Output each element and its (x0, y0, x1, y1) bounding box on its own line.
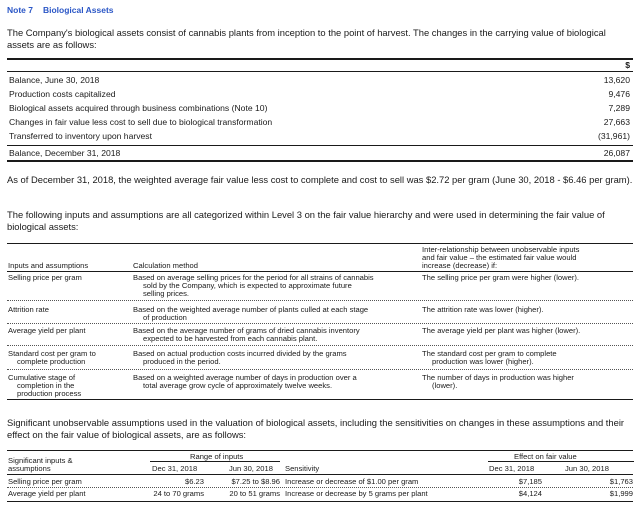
input-name: Average yield per plant (8, 326, 86, 335)
row-value: (31,961) (597, 131, 630, 141)
row-value: 27,663 (603, 117, 630, 127)
input-name: Cumulative stage of (8, 373, 76, 382)
row-label: Production costs capitalized (9, 89, 116, 99)
row-label: Transferred to inventory upon harvest (9, 131, 152, 141)
weighted-average-paragraph: As of December 31, 2018, the weighted average fair value less cost to complete and cost to sell was $2.72 per gram (June 30, 2018 - $6.46 per gram). (7, 174, 633, 185)
relationship-header-line3: increase (decrease) if: (422, 261, 498, 270)
range-jun-value: $7.25 to $8.96 (231, 477, 280, 486)
range-jun-header: Jun 30, 2018 (229, 464, 273, 473)
level3-paragraph: The following inputs and assumptions are all categorized within Level 3 on the fair value hierarchy and were used in determining the fair value of biological assets: (7, 209, 605, 232)
method-line: of production (143, 313, 187, 322)
relationship-line: The standard cost per gram to complete (422, 349, 557, 358)
inputs-header: Inputs and assumptions (8, 261, 89, 270)
currency-header: $ (625, 60, 630, 70)
method-line: Based on the weighted average number of plants culled at each stage (133, 305, 369, 314)
row-label: Changes in fair value less cost to sell due to biological transformation (9, 117, 273, 127)
header-rule (7, 71, 633, 72)
input-name: complete production (17, 357, 86, 366)
row-value: 7,289 (608, 103, 630, 113)
row-divider (7, 369, 633, 370)
row-divider (7, 487, 633, 488)
input-name: Selling price per gram (8, 273, 82, 282)
method-line: Based on average selling prices for the period for all strains of cannabis (133, 273, 374, 282)
relationship-line: production was lower (higher). (432, 357, 534, 366)
method-line: produced in the period. (143, 357, 221, 366)
table-top-rule (7, 450, 633, 451)
inputs-header-line2: assumptions (8, 464, 51, 473)
method-line: Based on a weighted average number of days in production over a (133, 373, 357, 382)
method-line: total average grow cycle of approximately twelve weeks. (143, 381, 333, 390)
header-rule (7, 271, 633, 272)
relationship-header-line1: Inter-relationship between unobservable inputs (422, 245, 580, 254)
method-line: expected to be harvested from each cannabis plant. (143, 334, 318, 343)
method-line: Based on the average number of grams of dried cannabis inventory (133, 326, 360, 335)
note-number: Note 7 (7, 5, 33, 15)
range-group-underline (150, 461, 280, 462)
table-row (7, 88, 633, 100)
input-name: completion in the (17, 381, 75, 390)
range-dec-value: 24 to 70 grams (153, 489, 204, 498)
input-name: Attrition rate (8, 305, 49, 314)
table-row (7, 74, 633, 86)
subtotal-rule (7, 145, 633, 146)
input-name: Average yield per plant (8, 489, 86, 498)
row-divider (7, 300, 633, 301)
relationship-line: The average yield per plant was higher (lower). (422, 326, 581, 335)
input-name: Selling price per gram (8, 477, 82, 486)
range-jun-value: 20 to 51 grams (229, 489, 280, 498)
range-dec-header: Dec 31, 2018 (152, 464, 198, 473)
relationship-header-line2: and fair value – the estimated fair value would (422, 253, 577, 262)
method-header: Calculation method (133, 261, 199, 270)
header-rule (7, 474, 633, 475)
row-value: 13,620 (603, 75, 630, 85)
effect-jun-value: $1,763 (609, 477, 633, 486)
note-heading (7, 5, 114, 15)
sensitivity-value: Increase or decrease by 5 grams per plant (285, 489, 428, 498)
input-name: Standard cost per gram to (8, 349, 96, 358)
table-bottom-rule (7, 160, 633, 162)
relationship-line: The attrition rate was lower (higher). (422, 305, 544, 314)
table-bottom-rule (7, 501, 633, 502)
range-group-header: Range of inputs (190, 452, 244, 461)
table-row (7, 102, 633, 114)
sensitivity-header: Sensitivity (285, 464, 320, 473)
range-dec-value: $6.23 (184, 477, 204, 486)
effect-group-underline (488, 461, 634, 462)
effect-group-header: Effect on fair value (514, 452, 577, 461)
relationship-line: The number of days in production was higher (422, 373, 574, 382)
note-title: Biological Assets (42, 5, 114, 15)
row-label: Balance, December 31, 2018 (9, 148, 121, 158)
row-divider (7, 345, 633, 346)
sensitivity-paragraph: Significant unobservable assumptions used in the valuation of biological assets, including the sensitivities on changes in these assumptions and their effect on the fair value of biological assets, are as follows: (7, 417, 625, 440)
table-row (7, 116, 633, 128)
row-value: 9,476 (608, 89, 630, 99)
effect-jun-header: Jun 30, 2018 (565, 464, 609, 473)
method-line: Based on actual production costs incurred divided by the grams (133, 349, 347, 358)
method-line: selling prices. (143, 289, 190, 298)
inputs-header-line1: Significant inputs & (8, 456, 73, 465)
method-line: sold by the Company, which is expected to approximate future (143, 281, 352, 290)
relationship-line: (lower). (432, 381, 458, 390)
table-top-rule (7, 58, 633, 60)
row-divider (7, 323, 633, 324)
table-top-rule (7, 243, 633, 244)
table-row (7, 130, 633, 142)
row-value: 26,087 (603, 148, 630, 158)
intro-paragraph: The Company's biological assets consist of cannabis plants from inception to the point of harvest. The changes in the carrying value of biological assets are as follows: (7, 27, 606, 50)
input-name: production process (17, 389, 82, 398)
effect-dec-value: $7,185 (518, 477, 542, 486)
relationship-line: The selling price per gram were higher (lower). (422, 273, 579, 282)
effect-dec-value: $4,124 (518, 489, 542, 498)
effect-dec-header: Dec 31, 2018 (489, 464, 535, 473)
sensitivity-value: Increase or decrease of $1.00 per gram (285, 477, 419, 486)
table-row (7, 147, 633, 159)
effect-jun-value: $1,999 (609, 489, 633, 498)
row-label: Biological assets acquired through business combinations (Note 10) (9, 103, 268, 113)
row-label: Balance, June 30, 2018 (9, 75, 100, 85)
table-bottom-rule (7, 399, 633, 400)
